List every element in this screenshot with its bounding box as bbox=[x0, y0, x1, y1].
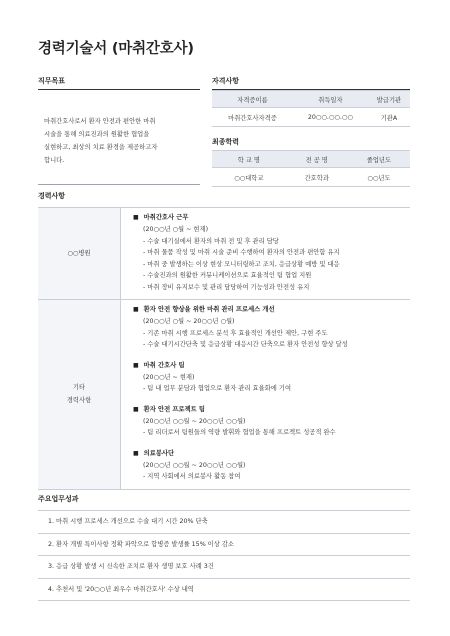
career-detail-line: (20○○년 ○○월 ~ 20○○년 ○○월) bbox=[143, 461, 246, 469]
career-other-label: 기타 경력사항 bbox=[66, 384, 92, 405]
career-detail-line: (20○○년 ~ 현재) bbox=[143, 373, 195, 381]
career-detail-line: (20○○년 ○월 ~ 현재) bbox=[143, 226, 209, 233]
license-row bbox=[212, 108, 410, 127]
license-header-row bbox=[212, 91, 410, 108]
license-col-date: 취득일자 bbox=[293, 91, 368, 108]
square-bullet-icon: ■ bbox=[133, 405, 139, 413]
objective-line: 합니다. bbox=[44, 157, 65, 164]
career-detail-line: - 마취 장비 유지보수 및 관리 담당하여 기능성과 안전성 유지 bbox=[143, 283, 310, 291]
license-col-issuer: 발급기관 bbox=[368, 91, 410, 108]
career-block-title: ■ 마취 간호사 팀 bbox=[133, 361, 185, 369]
career-detail-line: - 기존 마취 시행 프로세스 분석 후 효율적인 개선안 제안, 구현 주도 bbox=[143, 329, 328, 337]
career-group-label bbox=[38, 300, 121, 490]
career-block-title: ■ 의료봉사단 bbox=[133, 449, 175, 457]
career-group-row bbox=[38, 208, 410, 300]
career-group-row bbox=[38, 300, 410, 490]
education-row bbox=[212, 168, 410, 187]
education-cell: 간호학과 bbox=[286, 168, 348, 187]
education-col-year: 졸업년도 bbox=[348, 151, 410, 168]
education-table bbox=[212, 150, 410, 187]
license-table bbox=[212, 90, 410, 127]
achievements-list bbox=[38, 510, 410, 601]
achievement-item: 3. 응급 상황 발생 시 신속한 조치로 환자 생명 보호 사례 3건 bbox=[38, 556, 410, 579]
career-block-title: ■ 환자 안전 향상을 위한 마취 관리 프로세스 개선 bbox=[133, 306, 275, 313]
career-group-label bbox=[38, 208, 121, 300]
square-bullet-icon: ■ bbox=[133, 361, 139, 369]
career-block bbox=[133, 212, 410, 293]
square-bullet-icon: ■ bbox=[133, 449, 139, 457]
career-detail-line: - 수술 대기시간단축 및 응급상황 대응시간 단축으로 환자 안전성 향상 달성 bbox=[143, 341, 348, 348]
education-heading: 최종학력 bbox=[212, 137, 410, 151]
career-block bbox=[133, 404, 410, 439]
education-col-school: 학 교 명 bbox=[212, 151, 286, 168]
license-heading: 자격사항 bbox=[212, 76, 410, 90]
career-detail-line: (20○○년 ○월 ~ 20○○년 ○월) bbox=[143, 318, 235, 325]
career-table bbox=[38, 207, 410, 490]
career-block bbox=[133, 360, 410, 395]
square-bullet-icon: ■ bbox=[133, 214, 139, 221]
education-cell: ○○년도 bbox=[348, 168, 410, 187]
education-col-major: 전 공 명 bbox=[286, 151, 348, 168]
career-detail-line: - 지역 사회에서 의료봉사 활동 참여 bbox=[143, 473, 241, 480]
objective-text bbox=[44, 115, 194, 167]
career-detail-line: - 팀 리더로서 팀원들의 역량 발휘와 협업을 통해 프로젝트 성공적 완수 bbox=[143, 429, 336, 436]
career-group-details bbox=[121, 300, 411, 490]
career-block-title: ■ 마취간호사 근무 bbox=[133, 214, 189, 221]
objective-line: 마취간호사로서 환자 안전과 편안한 마취 bbox=[44, 118, 156, 125]
career-group-details bbox=[121, 208, 411, 300]
career-heading: 경력사항 bbox=[38, 192, 66, 200]
education-cell: ○○대학교 bbox=[212, 168, 286, 187]
career-detail-line: - 수술 대기실에서 환자의 마취 전 및 후 관리 담당 bbox=[143, 237, 279, 245]
document-title: 경력기술서 (마취간호사) bbox=[38, 41, 194, 57]
career-org-label: ○○병원 bbox=[67, 250, 91, 257]
square-bullet-icon: ■ bbox=[133, 306, 139, 313]
license-cell: 기관A bbox=[368, 108, 410, 127]
career-block-title: ■ 환자 안전 프로젝트 팀 bbox=[133, 405, 205, 413]
objective-line: 실현하고, 최상의 치료 환경을 제공하고자 bbox=[44, 144, 158, 151]
career-detail-line: - 팀 내 업무 분담과 협업으로 환자 관리 효율화에 기여 bbox=[143, 385, 292, 392]
education-header-row bbox=[212, 151, 410, 168]
career-block bbox=[133, 448, 410, 483]
objective-heading: 직무목표 bbox=[38, 76, 200, 90]
career-block bbox=[133, 304, 410, 351]
achievement-item: 4. 추천서 및 '20○○년 최우수 마취간호사' 수상 내역 bbox=[38, 579, 410, 602]
career-detail-line: - 마취 물품 작성 및 마취 시술 준비 수행하여 환자의 안전과 편안함 유지 bbox=[143, 249, 340, 256]
career-detail-line: (20○○년 ○○월 ~ 20○○년 ○○월) bbox=[143, 417, 246, 425]
objective-bottom-divider bbox=[38, 184, 200, 185]
license-col-name: 자격증이름 bbox=[212, 91, 293, 108]
achievement-item: 2. 환자 개별 특이사항 정확 파악으로 합병증 발생률 15% 이상 감소 bbox=[38, 534, 410, 557]
license-cell: 마취간호사자격증 bbox=[212, 108, 293, 127]
achievements-heading: 주요업무성과 bbox=[38, 495, 79, 503]
career-detail-line: - 마취 중 발생하는 이상 현상 모니터링하고 조치, 응급상황 예방 및 대응 bbox=[143, 260, 340, 268]
license-cell: 20○○.○○.○○ bbox=[293, 108, 368, 127]
objective-line: 시술을 통해 의료진과의 원활한 협업을 bbox=[44, 131, 150, 138]
achievement-item: 1. 마취 시행 프로세스 개선으로 수술 대기 시간 20% 단축 bbox=[38, 510, 410, 534]
career-detail-line: - 수술진과의 원활한 커뮤니케이션으로 효율적인 팀 협업 지원 bbox=[143, 272, 312, 279]
